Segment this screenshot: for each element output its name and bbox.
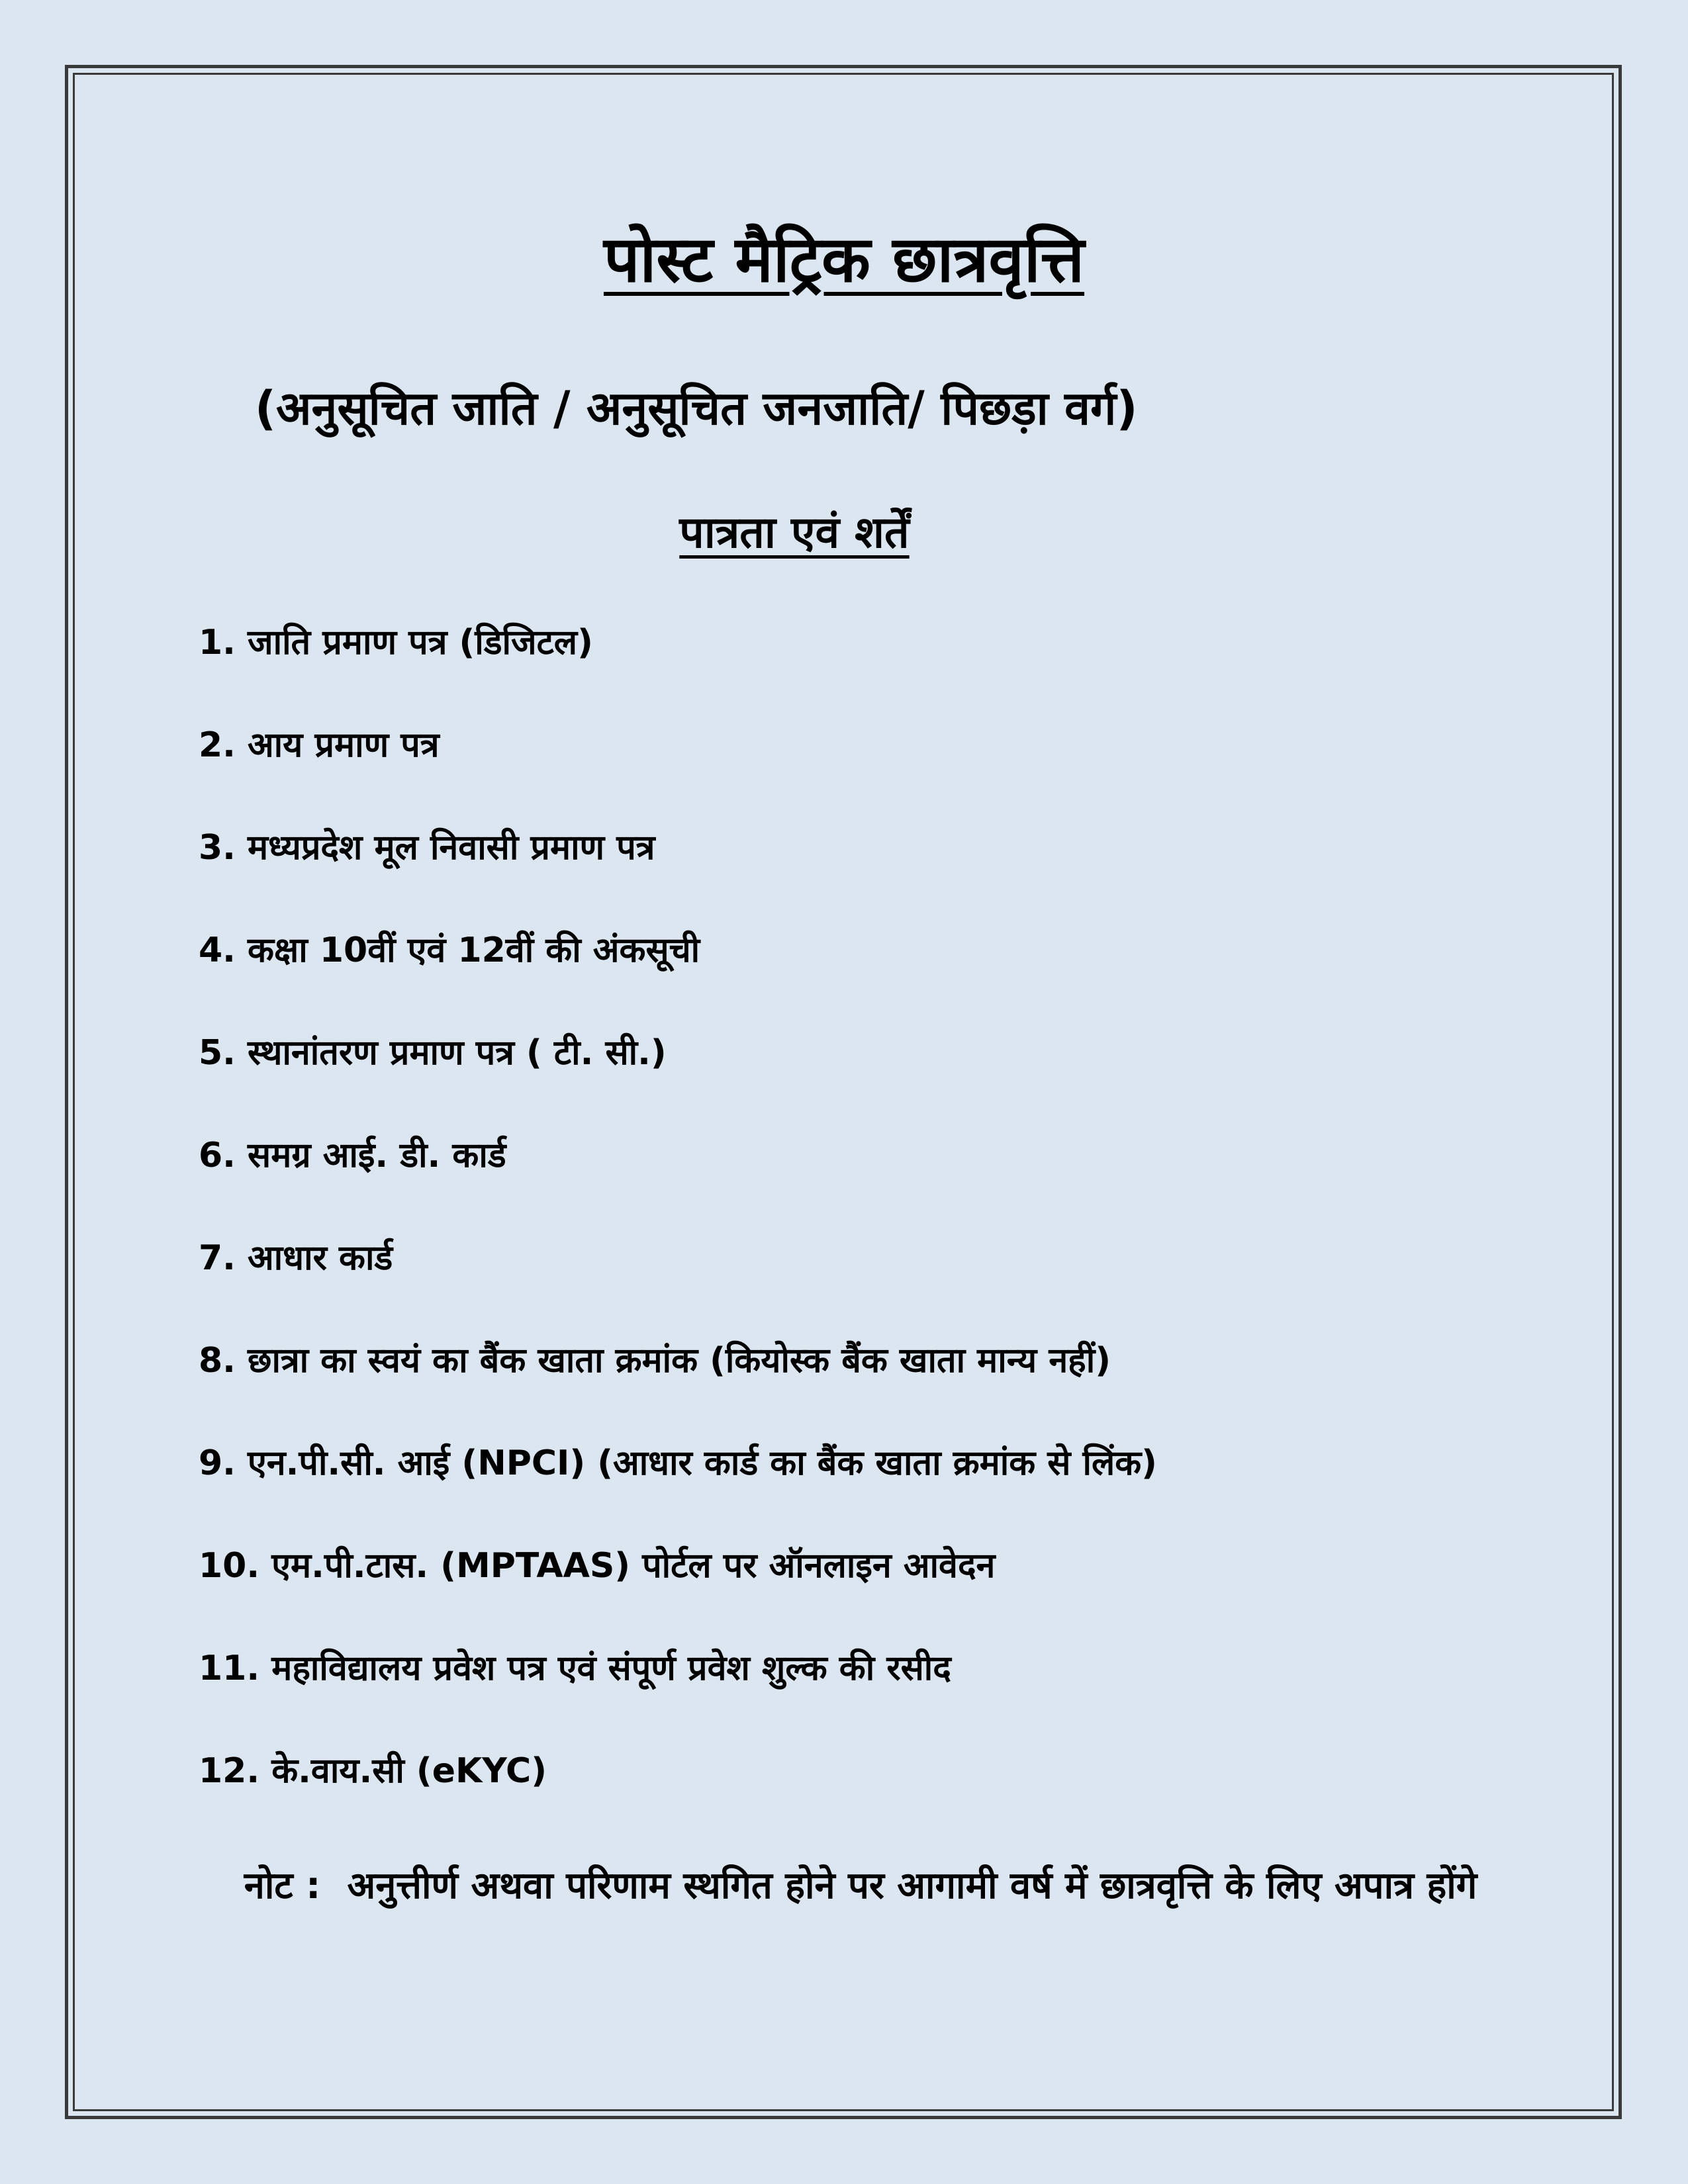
document-subtitle: (अनुसूचित जाति / अनुसूचित जनजाति/ पिछड़ा वर्ग) [255, 381, 1138, 435]
list-item: 11. महाविद्यालय प्रवेश पत्र एवं संपूर्ण प्रवेश शुल्क की रसीद [199, 1649, 951, 1688]
list-item: 1. जाति प्रमाण पत्र (डिजिटल) [199, 623, 593, 662]
note-label: नोट : [244, 1864, 321, 1907]
list-item: 9. एन.पी.सी. आई (NPCI) (आधार कार्ड का बैंक खाता क्रमांक से लिंक) [199, 1443, 1157, 1483]
eligibility-heading: पात्रता एवं शर्तें [679, 507, 910, 558]
list-item: 8. छात्रा का स्वयं का बैंक खाता क्रमांक (कियोस्क बैंक खाता मान्य नहीं) [199, 1341, 1111, 1381]
list-item: 3. मध्यप्रदेश मूल निवासी प्रमाण पत्र [199, 828, 655, 868]
note-text: अनुत्तीर्ण अथवा परिणाम स्थगित होने पर आगामी वर्ष में छात्रवृत्ति के लिए अपात्र होंगे [347, 1864, 1477, 1907]
list-item: 2. आय प्रमाण पत्र [199, 725, 440, 765]
note-paragraph [199, 1846, 1523, 1926]
list-item: 6. समग्र आई. डी. कार्ड [199, 1136, 506, 1175]
list-item: 12. के.वाय.सी (eKYC) [199, 1751, 547, 1791]
document-title: पोस्ट मैट्रिक छात्रवृत्ति [603, 222, 1085, 296]
list-item: 4. कक्षा 10वीं एवं 12वीं की अंकसूची [199, 931, 700, 970]
list-item: 5. स्थानांतरण प्रमाण पत्र ( टी. सी.) [199, 1033, 667, 1073]
requirements-list [199, 622, 1157, 1853]
list-item: 7. आधार कार्ड [199, 1238, 393, 1278]
list-item: 10. एम.पी.टास. (MPTAAS) पोर्टल पर ऑनलाइन आवेदन [199, 1546, 996, 1586]
